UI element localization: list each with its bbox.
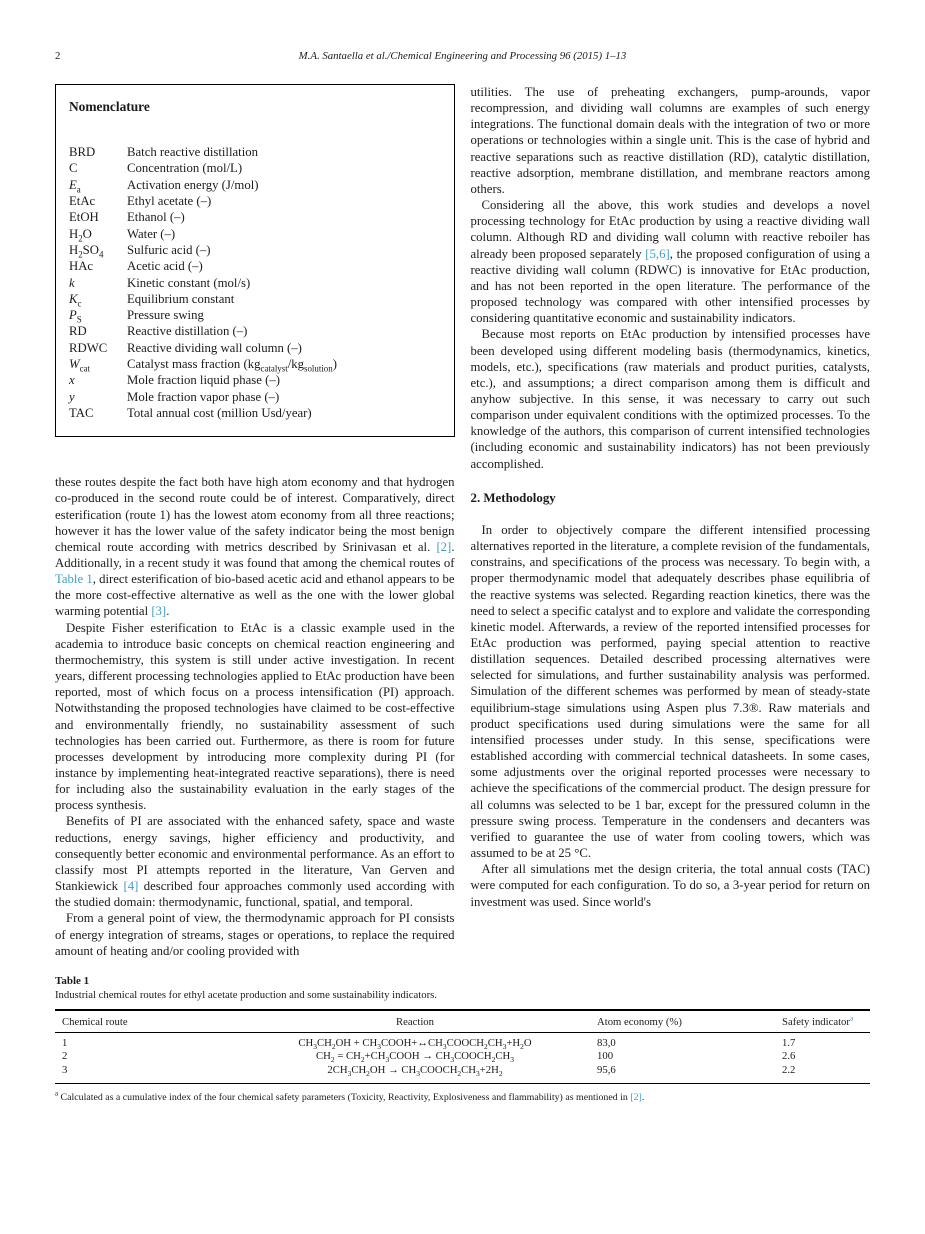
column-header: Reaction xyxy=(396,1015,434,1028)
left-column xyxy=(55,84,455,959)
nomenclature-definition: Reactive dividing wall column (–) xyxy=(127,340,302,355)
table-cell: 2.2 xyxy=(782,1063,796,1076)
paragraph: In order to objectively compare the different intensified processing alternatives reported in the literature, a complete revision of the fundamentals, constrains, and specifications of the process was necessary. To begin with, a proper thermodynamic model that adequately describes phase equilibria of the reactive systems was selected. Regarding reaction kinetics, there was the need to select a specific catalyst and to explore and validate the corresponding kinetic model. Afterwards, a review of the reported intensified processes for EtAc production was performed, paying special attention to reactive distillation sequences. Detailed described processing alternatives were selected for simulations, and further sustainability analysis was performed. Simulation of the different schemes was performed by mean of steady-state equilibrium-stage simulations using Aspen plus 7.3®. Raw materials and product specifications used during simulations were the same for all intensified processes under study. In this sense, specifications were established according with commercial technical datasheets. In some cases, some adjustments over the original reported processes were necessary to achieve the specifications of the commercial product. The design pressure for all columns was selected to be 1 bar, except for the pressured column in the pressure swing process. Temperature in the condensers and decanters was verified to guarantee the use of water from cooling towers, which was assumed to be at 25 °C. xyxy=(470,522,870,861)
nomenclature-symbol: RD xyxy=(69,324,87,339)
table-cell: $2CH_3CH_2OH$ → $CH_3COOCH_2CH_3+2H_2$ xyxy=(327,1063,503,1078)
column-header: Safety indicator$^a$ xyxy=(782,1013,854,1028)
nomenclature-item xyxy=(69,372,441,388)
nomenclature-symbol: EtOH xyxy=(69,210,99,225)
right-column xyxy=(471,84,871,910)
nomenclature-symbol: EtAc xyxy=(69,194,96,209)
nomenclature-item xyxy=(69,340,441,356)
nomenclature-item xyxy=(69,405,441,421)
nomenclature-list xyxy=(69,144,441,421)
nomenclature-definition: Equilibrium constant xyxy=(127,291,235,306)
table-cell: 2 xyxy=(62,1050,68,1063)
paragraph: After all simulations met the design criteria, the total annual costs (TAC) were computed for each configuration. To do so, a 3-year period for return on investment was used. Since world's xyxy=(470,862,870,909)
section-heading: 2. Methodology xyxy=(470,490,556,505)
nomenclature-symbol: y xyxy=(69,389,75,404)
nomenclature-definition: Mole fraction vapor phase (–) xyxy=(127,389,280,404)
table-row xyxy=(55,1064,870,1077)
column-header: Chemical route xyxy=(62,1015,128,1028)
table-cell: 83,0 xyxy=(597,1036,616,1049)
nomenclature-definition: Pressure swing xyxy=(127,308,204,323)
nomenclature-symbol: RDWC xyxy=(69,340,108,355)
nomenclature-symbol: x xyxy=(69,373,75,388)
nomenclature-item xyxy=(69,323,441,339)
paragraph: Because most reports on EtAc production by intensified processes have been developed using different modeling basis (thermodynamics, kinetics, models, etc.), specifications (raw materials and product purities, catalysts, etc.), and assumptions; a direct comparison among them is difficult and anyhow subjective. In this sense, it was necessary to carry out such comparison under equivalent conditions with the optimized processes. To the knowledge of the authors, this comparison of current intensified technologies (including economic and sustainability indicators) has not been previously accomplished. xyxy=(470,327,870,471)
running-head xyxy=(55,50,870,64)
paragraph: Despite Fisher esterification to EtAc is a classic example used in the academia to introduce basic concepts on chemical reaction engineering and thermochemistry, this system is still under active investigation. In recent years, different processing technologies applied to EtAc production have been reported, most of which focus on a process intensification (PI) approach. Notwithstanding the proposed technologies have claimed to be cost-effective and environmentally friendly, no sustainability assessment of such technologies has been carried out. Furthermore, as there is room for future processes development by introducing more complexity during PI (for instance by implementing heat-integrated reactive separations), there is need for including also the sustainability evaluation in the early stages of the process synthesis. xyxy=(55,620,455,813)
nomenclature-definition: Catalyst mass fraction $(kg_{catalyst}/kg_{solution})$ xyxy=(127,357,337,374)
nomenclature-symbol: C xyxy=(69,161,78,176)
table-row xyxy=(55,1037,870,1050)
table-cell: 3 xyxy=(62,1063,68,1076)
nomenclature-symbol: $E_a$ xyxy=(69,177,81,195)
nomenclature-item xyxy=(69,193,441,209)
paragraph: Considering all the above, this work studies and develops a novel processing technology for EtAc production by using a reactive dividing wall column. Although RD and dividing wall column with reactive reboiler has already been proposed separately [5,6], the proposed configuration of using a reactive dividing wall column (RDWC) is innovative for EtAc production, and has not been reported in the open literature. The performance of the proposed technology was compared with other intensified processes by considering quantitative economic and sustainability indicators. xyxy=(470,198,870,326)
nomenclature-symbol: HAc xyxy=(69,259,94,274)
table-cell: 2.6 xyxy=(782,1050,796,1063)
nomenclature-definition: Ethyl acetate (–) xyxy=(127,194,212,209)
nomenclature-item xyxy=(69,389,441,405)
nomenclature-symbol: $W_{cat}$ xyxy=(69,357,91,374)
nomenclature-definition: Sulfuric acid (–) xyxy=(127,242,211,257)
nomenclature-definition: Concentration (mol/L) xyxy=(127,161,243,176)
table-1 xyxy=(55,1009,870,1084)
nomenclature-item xyxy=(69,209,441,225)
left-column-text xyxy=(55,474,455,959)
ref-2-footnote-link[interactable]: [2] xyxy=(630,1092,642,1104)
paragraph: these routes despite the fact both have high atom economy and that hydrogen co-produced in the second route could be of interest. Comparatively, direct esterification (route 1) has the lowest atom economy from all three reactions; however it has the lower value of the safety indicator being the most benign chemical route according with metrics described by Srinivasan et al. [2]. Additionally, in a recent study it was found that among the chemical routes of Table 1, direct esterification of bio-based acetic acid and ethanol appears to be the more cost-effective alternative as well as the one with the lower global warming potential [3]. xyxy=(55,475,455,619)
paragraph: Benefits of PI are associated with the enhanced safety, space and waste reductions, energy savings, higher efficiency and productivity, and consequently better economic and environmental performance. As an effort to classify most PI attempts reported in the literature, Van Gerven and Stankiewick [4] described four approaches commonly used according with the studied domain: thermodynamic, functional, spatial, and temporal. xyxy=(55,814,455,910)
nomenclature-item xyxy=(69,307,441,323)
table-label: Table 1 xyxy=(55,974,90,987)
table-1-link[interactable]: Table 1 xyxy=(55,572,93,587)
nomenclature-item xyxy=(69,177,441,193)
table-body xyxy=(55,1033,870,1083)
nomenclature-symbol: k xyxy=(69,275,75,290)
nomenclature-definition: Reactive distillation (–) xyxy=(127,324,248,339)
nomenclature-definition: Activation energy (J/mol) xyxy=(127,177,259,192)
table-caption: Industrial chemical routes for ethyl acetate production and some sustainability indicators. xyxy=(55,988,437,1001)
nomenclature-item xyxy=(69,356,441,372)
nomenclature-definition: Kinetic constant (mol/s) xyxy=(127,275,251,290)
table-cell: 1 xyxy=(62,1036,68,1049)
ref-3-link[interactable]: [3] xyxy=(151,604,167,619)
column-header: Atom economy (%) xyxy=(597,1015,682,1028)
nomenclature-item xyxy=(69,242,441,258)
ref-4-link[interactable]: [4] xyxy=(123,879,139,894)
nomenclature-symbol: BRD xyxy=(69,145,96,160)
table-cell: 95,6 xyxy=(597,1063,616,1076)
nomenclature-box xyxy=(55,84,455,437)
paragraph: utilities. The use of preheating exchangers, pump-arounds, vapor recompression, and dividing wall columns are examples of such energy integrations. The functional domain deals with the integration of two or more operations or technologies within a single unit. This is the case of hybrid and reactive separations such as reactive distillation (RD), catalytic distillation, reactive adsorption, membrane distillation, and membrane reactors among others. xyxy=(470,85,870,196)
nomenclature-definition: Batch reactive distillation xyxy=(127,145,258,160)
nomenclature-symbol: $H_2SO_4$ xyxy=(69,242,104,260)
nomenclature-symbol: $H_2O$ xyxy=(69,226,92,244)
nomenclature-item xyxy=(69,275,441,291)
nomenclature-definition: Acetic acid (–) xyxy=(127,259,203,274)
nomenclature-symbol: $K_c$ xyxy=(69,291,82,309)
nomenclature-item xyxy=(69,160,441,176)
nomenclature-definition: Water (–) xyxy=(127,226,176,241)
running-title: M.A. Santaella et al./Chemical Engineering and Processing 96 (2015) 1–13 xyxy=(298,50,627,62)
table-footnote: $^a$ Calculated as a cumulative index of the four chemical safety parameters (Toxicity, Reactivity, Explosiveness and flammability) as mentioned in [2]. xyxy=(55,1090,645,1104)
table-cell: 100 xyxy=(597,1050,614,1063)
nomenclature-title: Nomenclature xyxy=(69,99,150,114)
nomenclature-item xyxy=(69,258,441,274)
table-cell: $CH_2$ = $CH_2+CH_3COOH$ → $CH_3COOCH_2CH_3$ xyxy=(316,1050,514,1065)
nomenclature-definition: Ethanol (–) xyxy=(127,210,185,225)
ref-5-6-link[interactable]: [5,6] xyxy=(645,246,670,261)
nomenclature-definition: Mole fraction liquid phase (–) xyxy=(127,373,280,388)
nomenclature-item xyxy=(69,291,441,307)
table-1-section xyxy=(55,975,870,1103)
nomenclature-symbol: $P_S$ xyxy=(69,308,82,325)
nomenclature-item xyxy=(69,144,441,160)
table-cell: $CH_3CH_2OH$ + $CH_3COOH+\leftrightarrow CH_3COOCH_2CH_3+H_2O$ xyxy=(298,1036,532,1052)
table-cell: 1.7 xyxy=(782,1036,796,1049)
nomenclature-symbol: TAC xyxy=(69,405,94,420)
nomenclature-definition: Total annual cost (million Usd/year) xyxy=(127,405,312,420)
paragraph: From a general point of view, the thermodynamic approach for PI consists of energy integration of streams, stages or operations, to replace the required amount of heating and/or cooling provided with xyxy=(55,911,455,958)
table-header-row xyxy=(55,1011,870,1033)
table-row xyxy=(55,1050,870,1063)
right-column-text xyxy=(471,84,871,910)
page-number: 2 xyxy=(55,50,61,62)
ref-2-link[interactable]: [2] xyxy=(436,539,452,554)
nomenclature-item xyxy=(69,226,441,242)
article-body xyxy=(55,84,870,959)
